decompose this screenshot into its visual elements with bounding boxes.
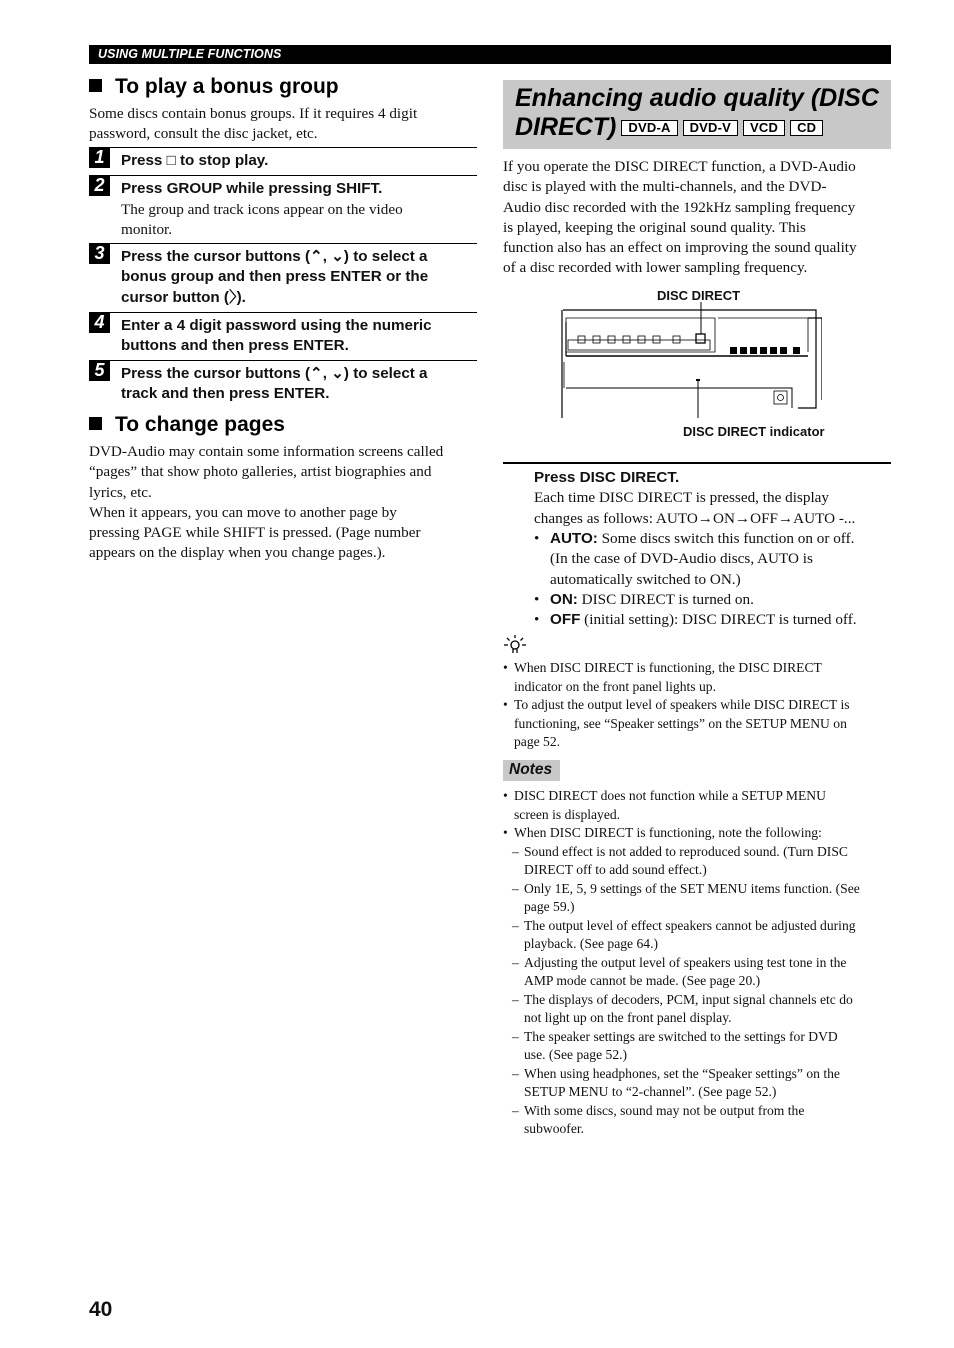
dash-mark: – bbox=[512, 917, 519, 933]
text-line: DISC DIRECT is turned on. bbox=[577, 590, 754, 608]
step-number: 4 bbox=[89, 312, 110, 333]
subnote-item bbox=[503, 1102, 895, 1139]
bullet-dot: • bbox=[534, 530, 540, 547]
section-title-box bbox=[503, 80, 891, 149]
text-line: monitor. bbox=[121, 221, 173, 239]
option-key: OFF bbox=[550, 611, 581, 629]
step-divider bbox=[89, 175, 477, 176]
figure-label-disc-direct: DISC DIRECT bbox=[657, 288, 741, 303]
option-on bbox=[534, 590, 894, 610]
text-line: The displays of decoders, PCM, input signal channels etc do bbox=[524, 991, 853, 1007]
subnote-item bbox=[503, 843, 895, 880]
text-line: Press the cursor buttons (⌃, ⌄) to select a bbox=[121, 365, 428, 382]
notes-list bbox=[503, 787, 895, 1139]
text-line: (initial setting): DISC DIRECT is turned off. bbox=[580, 611, 857, 629]
step-divider bbox=[89, 360, 477, 361]
text-line: Some discs switch this function on or off. bbox=[597, 530, 855, 547]
section-label: USING MULTIPLE FUNCTIONS bbox=[98, 47, 282, 61]
text-line: subwoofer. bbox=[524, 1121, 585, 1136]
dash-mark: – bbox=[512, 991, 519, 1007]
square-bullet-icon bbox=[89, 417, 102, 430]
text-line: bonus group and then press ENTER or the bbox=[121, 268, 429, 286]
notes-label-box bbox=[503, 760, 560, 781]
text-line: automatically switched to ON.) bbox=[550, 570, 741, 588]
format-badge: CD bbox=[790, 120, 823, 136]
text-line: Press □ to stop play. bbox=[121, 152, 269, 169]
text-line: DISC DIRECT does not function while a SETUP MENU bbox=[514, 788, 826, 803]
pages-body bbox=[89, 442, 481, 564]
pages-heading bbox=[89, 413, 285, 437]
pages-heading-text: To change pages bbox=[115, 413, 285, 436]
notes-label: Notes bbox=[509, 761, 553, 778]
text-line: screen is displayed. bbox=[514, 806, 621, 822]
text-line: Enter a 4 digit password using the numeric bbox=[121, 317, 432, 334]
option-key: ON: bbox=[550, 590, 578, 608]
step-divider bbox=[89, 312, 477, 313]
text-line: When it appears, you can move to another page by bbox=[89, 503, 397, 521]
step-2-instruction bbox=[121, 179, 477, 199]
dash-mark: – bbox=[512, 843, 519, 859]
step-3-instruction bbox=[121, 247, 477, 308]
bonus-heading-text: To play a bonus group bbox=[115, 75, 339, 98]
step-number: 3 bbox=[89, 243, 110, 264]
step-4-instruction bbox=[121, 316, 477, 357]
subnote-item bbox=[503, 954, 895, 991]
tips-list bbox=[503, 659, 895, 752]
bullet-dot: • bbox=[534, 611, 540, 629]
step-2-note bbox=[121, 200, 477, 241]
text-line: The speaker settings are switched to the settings for DVD bbox=[524, 1028, 838, 1044]
text-line: If you operate the DISC DIRECT function, a DVD-Audio bbox=[503, 158, 856, 175]
bullet-dot: • bbox=[534, 590, 540, 608]
text-line: page 52. bbox=[514, 734, 561, 749]
note-item bbox=[503, 824, 895, 843]
text-line: “pages” that show photo galleries, artist biographies and bbox=[89, 463, 432, 481]
subnote-item bbox=[503, 917, 895, 954]
bullet-dot: • bbox=[503, 825, 508, 840]
text-line: The group and track icons appear on the video bbox=[121, 201, 403, 218]
text-line: The output level of effect speakers cannot be adjusted during bbox=[524, 917, 856, 933]
text-line: changes as follows: AUTO→ON→OFF→AUTO -... bbox=[534, 509, 856, 527]
text-line: Some discs contain bonus groups. If it requires 4 digit bbox=[89, 105, 418, 122]
option-key: AUTO: bbox=[550, 530, 598, 547]
dash-mark: – bbox=[512, 1102, 519, 1118]
step-1-instruction bbox=[121, 151, 477, 171]
disc-direct-intro bbox=[503, 157, 895, 279]
step-divider bbox=[89, 243, 477, 244]
bullet-dot: • bbox=[503, 660, 508, 675]
step-number: 1 bbox=[89, 147, 110, 168]
text-line: Audio disc recorded with the 192kHz sampling frequency bbox=[503, 198, 856, 216]
step-number: 2 bbox=[89, 175, 110, 196]
option-auto bbox=[534, 529, 894, 590]
text-line: When using headphones, set the “Speaker settings” on the bbox=[524, 1065, 840, 1081]
text-line: is played, keeping the original sound quality. This bbox=[503, 218, 806, 236]
note-item bbox=[503, 787, 895, 824]
text-line: Press GROUP while pressing SHIFT. bbox=[121, 180, 383, 197]
text-line: playback. (See page 64.) bbox=[524, 936, 658, 951]
instruction-step: Press DISC DIRECT. bbox=[534, 469, 680, 486]
bonus-heading bbox=[89, 75, 339, 99]
step-divider bbox=[89, 147, 477, 148]
text-line: Only 1E, 5, 9 settings of the SET MENU items function. (See bbox=[524, 880, 860, 896]
section-title bbox=[515, 84, 885, 142]
bonus-intro bbox=[89, 104, 479, 145]
text-line: appears on the display when you change pages.). bbox=[89, 544, 386, 562]
text-line: password, consult the disc jacket, etc. bbox=[89, 125, 318, 143]
text-line: disc is played with the multi-channels, and the DVD- bbox=[503, 178, 827, 196]
option-off bbox=[534, 610, 894, 630]
text-line: Press the cursor buttons (⌃, ⌄) to select a bbox=[121, 248, 428, 265]
format-badge: DVD-A bbox=[621, 120, 677, 136]
text-line: track and then press ENTER. bbox=[121, 385, 330, 403]
text-line: Each time DISC DIRECT is pressed, the display bbox=[534, 489, 829, 507]
bullet-dot: • bbox=[503, 788, 508, 803]
options-list bbox=[534, 529, 894, 630]
text-line: function also has an effect on improving the sound quality bbox=[503, 239, 857, 257]
text-line: buttons and then press ENTER. bbox=[121, 337, 349, 355]
text-line: lyrics, etc. bbox=[89, 483, 152, 501]
text-line: When DISC DIRECT is functioning, the DISC DIRECT bbox=[514, 660, 822, 675]
title-line: Enhancing audio quality (DISC bbox=[515, 84, 879, 112]
text-line: When DISC DIRECT is functioning, note the following: bbox=[514, 825, 822, 840]
section-header-bar bbox=[89, 45, 891, 64]
subnote-item bbox=[503, 1065, 895, 1102]
title-line: DIRECT) bbox=[515, 113, 617, 141]
text-line: functioning, see “Speaker settings” on the SETUP MENU on bbox=[514, 715, 847, 731]
step-number: 5 bbox=[89, 360, 110, 381]
text-line: DIRECT off to add sound effect.) bbox=[524, 862, 707, 877]
text-line: With some discs, sound may not be output from the bbox=[524, 1102, 805, 1118]
text-line: not light up on the front panel display. bbox=[524, 1010, 732, 1025]
tip-item bbox=[503, 659, 895, 696]
tip-item bbox=[503, 696, 895, 752]
text-line: of a disc recorded with lower sampling frequency. bbox=[503, 259, 808, 277]
text-line: SETUP MENU to “2-channel”. (See page 52.) bbox=[524, 1084, 777, 1099]
format-badge: VCD bbox=[743, 120, 785, 136]
text-line: pressing PAGE while SHIFT is pressed. (Page number bbox=[89, 524, 421, 542]
subnote-item bbox=[503, 991, 895, 1028]
subnotes-list bbox=[503, 843, 895, 1139]
text-line: (In the case of DVD-Audio discs, AUTO is bbox=[550, 550, 813, 568]
text-line: page 59.) bbox=[524, 899, 575, 914]
text-line: To adjust the output level of speakers while DISC DIRECT is bbox=[514, 697, 850, 712]
dash-mark: – bbox=[512, 1028, 519, 1044]
instruction-rule bbox=[503, 462, 891, 464]
text-line: AMP mode cannot be made. (See page 20.) bbox=[524, 973, 761, 988]
dash-mark: – bbox=[512, 954, 519, 970]
dash-mark: – bbox=[512, 880, 519, 896]
instruction-block bbox=[534, 468, 894, 529]
dash-mark: – bbox=[512, 1065, 519, 1081]
step-5-instruction bbox=[121, 364, 477, 405]
text-line: cursor button (〉). bbox=[121, 288, 246, 306]
bullet-dot: • bbox=[503, 697, 508, 712]
page-number: 40 bbox=[89, 1298, 113, 1321]
text-line: indicator on the front panel lights up. bbox=[514, 678, 716, 694]
figure-label-indicator: DISC DIRECT indicator bbox=[683, 424, 825, 439]
subnote-item bbox=[503, 880, 895, 917]
subnote-item bbox=[503, 1028, 895, 1065]
format-badge: DVD-V bbox=[683, 120, 738, 136]
text-line: DVD-Audio may contain some information screens called bbox=[89, 443, 444, 460]
tip-lightbulb-icon bbox=[503, 634, 529, 656]
front-panel-illustration bbox=[560, 300, 822, 425]
square-bullet-icon bbox=[89, 79, 102, 92]
text-line: Adjusting the output level of speakers using test tone in the bbox=[524, 954, 847, 970]
text-line: Sound effect is not added to reproduced sound. (Turn DISC bbox=[524, 843, 848, 859]
text-line: use. (See page 52.) bbox=[524, 1047, 628, 1062]
